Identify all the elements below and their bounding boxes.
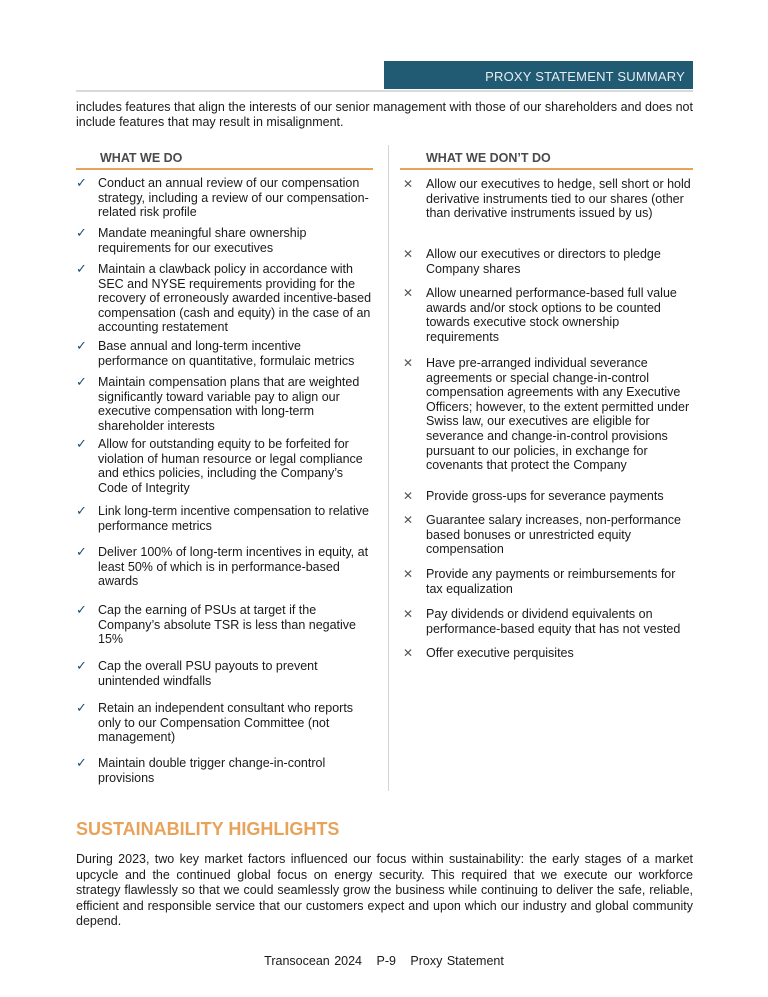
check-icon: ✓ (76, 602, 87, 617)
section-header-band (384, 61, 693, 89)
what-we-do-heading: WHAT WE DO (76, 151, 373, 170)
x-icon: ✕ (403, 177, 414, 191)
list-item-text: Allow our executives to hedge, sell short or hold derivative instruments tied to our shares (other than derivative instruments issued by us) (426, 177, 691, 221)
list-item-text: Allow unearned performance-based full value awards and/or stock options to be counted towards executive stock ownership requirements (426, 286, 677, 344)
check-icon: ✓ (76, 225, 87, 240)
list-item-text: Conduct an annual review of our compensation strategy, including a review of our compensation-related risk profile (98, 176, 369, 220)
page-footer (0, 954, 768, 968)
list-item-text: Mandate meaningful share ownership requirements for our executives (98, 226, 307, 255)
list-item-text: Cap the overall PSU payouts to prevent unintended windfalls (98, 659, 318, 688)
list-item-text: Retain an independent consultant who reports only to our Compensation Committee (not management) (98, 701, 354, 745)
check-icon: ✓ (76, 338, 87, 353)
list-item-text: Allow for outstanding equity to be forfeited for violation of human resource or legal compliance and ethics policies, including the Company’s Code of Integrity (98, 437, 363, 495)
sustainability-heading: SUSTAINABILITY HIGHLIGHTS (76, 819, 340, 839)
check-icon: ✓ (76, 700, 87, 715)
x-icon: ✕ (403, 607, 414, 621)
x-icon: ✕ (403, 513, 414, 527)
list-item-text: Maintain double trigger change-in-control provisions (98, 756, 326, 785)
x-icon: ✕ (403, 356, 414, 370)
footer-doc-title: Proxy Statement (410, 954, 504, 968)
check-icon: ✓ (76, 658, 87, 673)
x-icon: ✕ (403, 247, 414, 261)
x-icon: ✕ (403, 567, 414, 581)
list-item-text: Maintain a clawback policy in accordance with SEC and NYSE requirements providing for the recovery of erroneously awarded incentive-based compensation (cash and equity) in the case of an accounting restatement (98, 262, 372, 335)
list-item-text: Deliver 100% of long-term incentives in equity, at least 50% of which is in performance-based awards (98, 545, 369, 589)
list-item-text: Provide any payments or reimbursements for tax equalization (426, 567, 676, 596)
column-divider (388, 145, 389, 791)
check-icon: ✓ (76, 755, 87, 770)
x-icon: ✕ (403, 489, 414, 503)
list-item-text: Allow our executives or directors to pledge Company shares (426, 247, 661, 276)
list-item-text: Base annual and long-term incentive performance on quantitative, formulaic metrics (98, 339, 355, 368)
x-icon: ✕ (403, 646, 414, 660)
list-item-text: Have pre-arranged individual severance agreements or special change-in-control compensation agreements with any Executive Officers; however, to the extent permitted under Swiss law, our executives are eligible for severance and change-in-control provisions pursuant to our policies, in exchange for covenants that protect the Company (426, 356, 690, 473)
check-icon: ✓ (76, 436, 87, 451)
check-icon: ✓ (76, 374, 87, 389)
check-icon: ✓ (76, 175, 87, 190)
list-item-text: Pay dividends or dividend equivalents on performance-based equity that has not vested (426, 607, 681, 636)
check-icon: ✓ (76, 544, 87, 559)
x-icon: ✕ (403, 286, 414, 300)
what-we-dont-do-heading: WHAT WE DON’T DO (400, 151, 693, 170)
list-item-text: Offer executive perquisites (426, 646, 574, 660)
list-item-text: Provide gross-ups for severance payments (426, 489, 664, 503)
header-rule (76, 90, 693, 92)
list-item-text: Guarantee salary increases, non-performance based bonuses or unrestricted equity compensation (426, 513, 681, 557)
sustainability-paragraph: During 2023, two key market factors influenced our focus within sustainability: the early stages of a market upcycle and the continued global focus on energy security. This required that we execute our workforce strategy flawlessly so that we could seamlessly grow the business while continuing to deliver the safe, reliable, efficient and responsible service that our customers expect and upon which our industry and global community depend. (76, 852, 693, 928)
check-icon: ✓ (76, 261, 87, 276)
intro-paragraph: includes features that align the interests of our senior management with those of our shareholders and does not include features that may result in misalignment. (76, 100, 693, 129)
footer-company: Transocean 2024 (264, 954, 362, 968)
footer-page-number: P-9 (376, 954, 396, 968)
list-item-text: Maintain compensation plans that are weighted significantly toward variable pay to align our executive compensation with long-term shareholder interests (98, 375, 360, 433)
list-item-text: Link long-term incentive compensation to relative performance metrics (98, 504, 369, 533)
check-icon: ✓ (76, 503, 87, 518)
list-item-text: Cap the earning of PSUs at target if the Company’s absolute TSR is less than negative 15% (98, 603, 357, 647)
section-title: PROXY STATEMENT SUMMARY (485, 69, 685, 84)
